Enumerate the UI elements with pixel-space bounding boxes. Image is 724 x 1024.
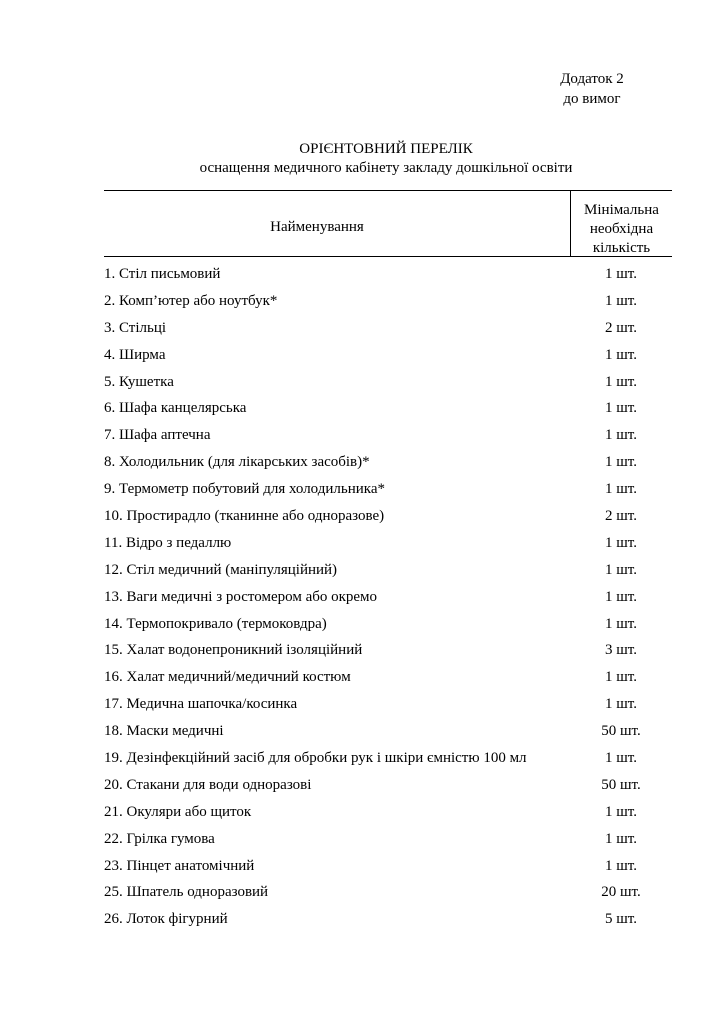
addendum-label xyxy=(520,69,664,109)
item-name: 6. Шафа канцелярська xyxy=(104,400,247,417)
item-name: 20. Стакани для води одноразові xyxy=(104,776,312,793)
item-name: 22. Грілка гумова xyxy=(104,830,215,847)
table-row xyxy=(104,718,672,745)
document-title xyxy=(100,140,672,178)
item-name: 13. Ваги медичні з ростомером або окремо xyxy=(104,588,378,605)
table-row xyxy=(104,530,672,557)
item-quantity: 1 шт. xyxy=(605,373,637,390)
item-name: 23. Пінцет анатомічний xyxy=(104,857,255,874)
table-row xyxy=(104,342,672,369)
item-quantity: 1 шт. xyxy=(605,400,637,417)
item-quantity: 1 шт. xyxy=(605,346,637,363)
column-header-quantity xyxy=(570,191,672,256)
item-name: 1. Стіл письмовий xyxy=(104,265,221,282)
title-subtitle: оснащення медичного кабінету закладу дошкільної освіти xyxy=(199,160,573,176)
table-row xyxy=(104,637,672,664)
item-quantity: 20 шт. xyxy=(601,884,641,901)
item-name: 4. Ширма xyxy=(104,346,166,363)
item-quantity: 1 шт. xyxy=(605,292,637,309)
table-row xyxy=(104,772,672,799)
table-row xyxy=(104,799,672,826)
table-row xyxy=(104,664,672,691)
item-name: 16. Халат медичний/медичний костюм xyxy=(104,669,351,686)
addendum-line-2: до вимог xyxy=(563,91,621,107)
item-quantity: 1 шт. xyxy=(605,427,637,444)
item-name: 8. Холодильник (для лікарських засобів)* xyxy=(104,454,370,471)
table-row xyxy=(104,584,672,611)
item-quantity: 1 шт. xyxy=(605,561,637,578)
item-quantity: 1 шт. xyxy=(605,696,637,713)
item-quantity: 1 шт. xyxy=(605,534,637,551)
item-name: 26. Лоток фігурний xyxy=(104,911,228,928)
equipment-table xyxy=(104,190,672,933)
item-quantity: 50 шт. xyxy=(601,776,641,793)
item-quantity: 2 шт. xyxy=(605,507,637,524)
item-name: 9. Термометр побутовий для холодильника* xyxy=(104,481,386,498)
addendum-line-1: Додаток 2 xyxy=(560,71,624,87)
table-row xyxy=(104,745,672,772)
item-quantity: 3 шт. xyxy=(605,642,637,659)
column-header-name: Найменування xyxy=(270,219,364,235)
table-row xyxy=(104,826,672,853)
table-row xyxy=(104,315,672,342)
item-name: 17. Медична шапочка/косинка xyxy=(104,696,298,713)
item-name: 25. Шпатель одноразовий xyxy=(104,884,269,901)
item-quantity: 1 шт. xyxy=(605,454,637,471)
item-quantity: 5 шт. xyxy=(605,911,637,928)
item-quantity: 1 шт. xyxy=(605,615,637,632)
table-row xyxy=(104,503,672,530)
item-quantity: 2 шт. xyxy=(605,319,637,336)
item-quantity: 1 шт. xyxy=(605,803,637,820)
table-row xyxy=(104,611,672,638)
item-quantity: 1 шт. xyxy=(605,481,637,498)
item-quantity: 1 шт. xyxy=(605,588,637,605)
column-header-quantity-line-3: кількість xyxy=(592,240,651,256)
item-name: 11. Відро з педаллю xyxy=(104,534,232,551)
item-quantity: 1 шт. xyxy=(605,265,637,282)
item-name: 12. Стіл медичний (маніпуляційний) xyxy=(104,561,338,578)
table-row xyxy=(104,395,672,422)
table-row xyxy=(104,691,672,718)
item-name: 5. Кушетка xyxy=(104,373,174,390)
item-name: 15. Халат водонепроникний ізоляційний xyxy=(104,642,363,659)
table-row xyxy=(104,449,672,476)
table-row xyxy=(104,853,672,880)
item-name: 2. Комп’ютер або ноутбук* xyxy=(104,292,278,309)
item-name: 18. Маски медичні xyxy=(104,723,224,740)
table-body xyxy=(104,257,672,933)
item-quantity: 1 шт. xyxy=(605,857,637,874)
column-header-quantity-line-1: Мінімальна xyxy=(584,202,659,218)
item-name: 14. Термопокривало (термоковдра) xyxy=(104,615,327,632)
table-row xyxy=(104,557,672,584)
column-header-quantity-line-2: необхідна xyxy=(589,221,654,237)
table-row xyxy=(104,906,672,933)
table-row xyxy=(104,879,672,906)
item-name: 7. Шафа аптечна xyxy=(104,427,211,444)
item-name: 19. Дезінфекційний засіб для обробки рук і шкіри ємністю 100 мл xyxy=(104,749,527,766)
table-row xyxy=(104,369,672,396)
item-quantity: 1 шт. xyxy=(605,669,637,686)
item-quantity: 50 шт. xyxy=(601,723,641,740)
item-quantity: 1 шт. xyxy=(605,749,637,766)
item-name: 10. Простирадло (тканинне або одноразове) xyxy=(104,507,385,524)
table-row xyxy=(104,422,672,449)
table-row xyxy=(104,476,672,503)
item-name: 3. Стільці xyxy=(104,319,167,336)
table-header xyxy=(104,190,672,257)
table-row xyxy=(104,261,672,288)
title-main: ОРІЄНТОВНИЙ ПЕРЕЛІК xyxy=(299,141,473,157)
table-row xyxy=(104,288,672,315)
item-quantity: 1 шт. xyxy=(605,830,637,847)
item-name: 21. Окуляри або щиток xyxy=(104,803,252,820)
